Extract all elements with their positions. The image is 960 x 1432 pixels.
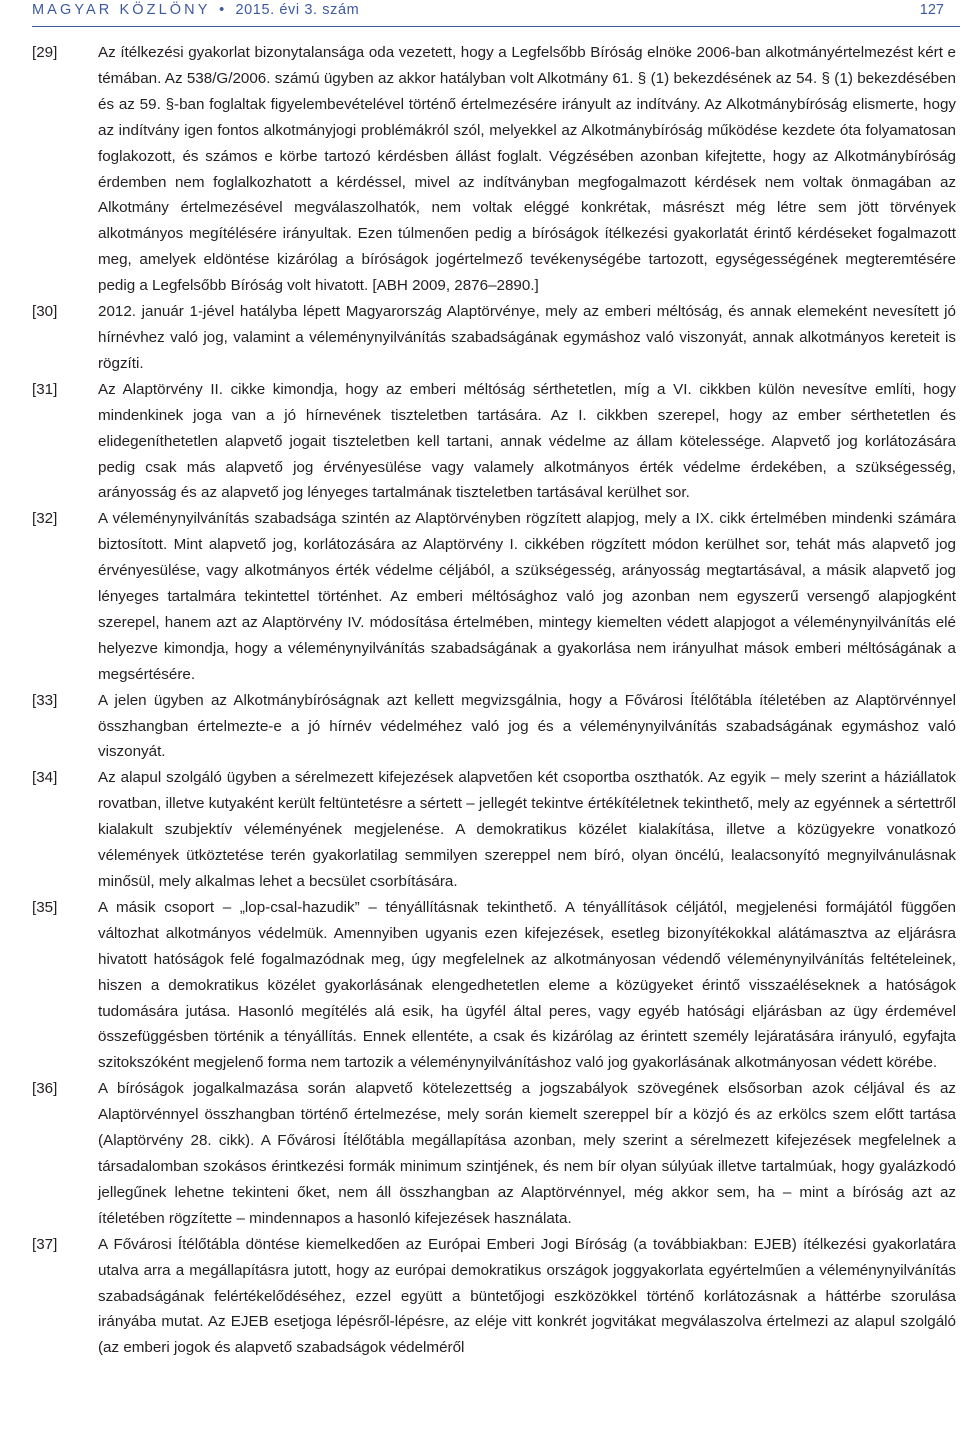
running-head [32, 2, 359, 18]
paragraph-number: [31] [32, 380, 58, 398]
paragraph-number: [34] [32, 769, 58, 787]
paragraph-number: [36] [32, 1080, 58, 1098]
page-number: 127 [919, 2, 944, 18]
paragraph-number: [37] [32, 1235, 58, 1253]
paragraph-text: A bíróságok jogalkalmazása során alapvető kötelezettség a jogszabályok szövegének elsősorban azok céljával és az Alaptörvénnyel összhangban történő értelmezése, mely során kiemelt szereppel bír a közjó és az erkölcs szem előtt tartása (Alaptörvény 28. cikk). A Fővárosi Ítélőtábla megállapítása azonban, mely szerint a sérelmezett kifejezések megfelelnek a társadalomban szokásos érintkezési formák minimum szintjének, és nem bír olyan súlyúak illetve tartalmúak, hogy gyalázkodó jellegűnek lehetne tekinteni őket, nem áll összhangban az Alaptörvénnyel, még akkor sem, ha – mint a bíróság azt az ítéletében rögzítette – mindennapos a hasonló kifejezések használata. [98, 1080, 956, 1227]
header-bullet: • [219, 2, 225, 18]
paragraph-text: 2012. január 1-jével hatályba lépett Magyarország Alaptörvénye, mely az emberi méltóság, és annak elemeként nevesített jó hírnévhez való jog, valamint a véleménynyilvánítás szabadságának egymáshoz való viszonyát, annak alkotmányos kereteit is rögzíti. [98, 303, 956, 372]
paragraph-37 [32, 1232, 956, 1362]
paragraph-34 [32, 765, 956, 895]
paragraph-31 [32, 377, 956, 507]
paragraph-text: Az alapul szolgáló ügyben a sérelmezett kifejezések alapvetően két csoportba oszthatók. Az egyik – mely szerint a háziállatok rovatban, illetve kutyaként került feltüntetésre a sértett – jellegét tekintve értékítéletnek tekinthető, mely az egyénnek a sértettről kialakult szubjektív véleményének megjelenése. A demokratikus közélet kialakítása, illetve a közügyekre vonatkozó vélemények ütköztetése terén gyakorlatilag semmilyen szereppel nem bíró, olyan öncélú, lealacsonyító megnyilvánulásnak minősül, mely alkalmas lehet a becsület csorbítására. [98, 769, 956, 890]
paragraph-text: Az ítélkezési gyakorlat bizonytalansága oda vezetett, hogy a Legfelsőbb Bíróság elnöke 2006-ban alkotmányértelmezést kért e témában. Az 538/G/2006. számú ügyben az akkor hatályban volt Alkotmány 61. § (1) bekezdésének az 54. § (1) bekezdésében és az 59. §-ban foglaltak figyelembevételével történő értelmezésére irányult az indítvány. Az Alkotmánybíróság elismerte, hogy az indítvány igen fontos alkotmányjogi problémákról szól, melyekkel az Alkotmánybíróság működése kezdete óta folyamatosan foglakozott, és számos e körbe tartozó kérdésben állást foglalt. Végzésében azonban kifejtette, hogy az Alkotmánybíróság érdemben nem foglalkozhatott a kérdéssel, mivel az indítványban megfogalmazott kérdések nem voltak önmagában az Alkotmány értelmezésével megválaszolhatók, nem voltak eléggé konkrétak, másrészt még létre sem jött törvények alkotmányos megítélésére irányultak. Ezen túlmenően pedig a bíróságok ítélkezési gyakorlatát érintő kérdéseket fogalmazott meg, amelyek eldöntése kizárólag a bíróságok jogértelmező tevékenységébe tartozott, egységességének megteremtésére pedig a Legfelsőbb Bíróság volt hivatott. [ABH 2009, 2876–2890.] [98, 44, 956, 295]
paragraph-number: [29] [32, 44, 58, 61]
issue-label: 2015. évi 3. szám [235, 2, 360, 18]
paragraph-text: Az Alaptörvény II. cikke kimondja, hogy az emberi méltóság sérthetetlen, míg a VI. cikkben külön nevesítve említi, hogy mindenkinek joga van a jó hírnevének tiszteletben tartására. Az I. cikkben szerepel, hogy az ember sérthetetlen és elidegeníthetetlen alapvető jogait tiszteletben kell tartani, annak védelme az állam kötelessége. Alapvető jog korlátozására pedig csak más alapvető jog érvényesülése vagy valamely alkotmányos érték védelme érdekében, a szükségesség, arányosság és az alapvető jog lényeges tartalmának tiszteletben tartásával kerülhet sor. [98, 380, 956, 502]
paragraph-29 [32, 40, 956, 299]
paragraph-30 [32, 299, 956, 377]
header-rule [32, 26, 960, 27]
paragraph-text: A jelen ügyben az Alkotmánybíróságnak azt kellett megvizsgálnia, hogy a Fővárosi Ítélőtábla ítéletében az Alaptörvénnyel összhangban értelmezte-e a jó hírnév védelméhez való jog és a véleménynyilvánítás szabadságának egymáshoz való viszonyát. [98, 691, 956, 761]
paragraph-text: A másik csoport – „lop-csal-hazudik” – tényállításnak tekinthető. A tényállítások céljától, megjelenési formájától függően változhat alkotmányos védelmük. Amennyiben ugyanis ezen kifejezések, esetleg bizonyítékokkal alátámasztva az eljárásra hivatott hatóságok felé fogalmazódnak meg, úgy megfelelnek az alkotmányosan védendő véleménynyilvánítás feltételeinek, hiszen a demokratikus közélet gyakorlásának elengedhetetlen eleme a közügyeket érintő visszaéléseknek a hatóságok tudomására jutása. Hasonló megítélés alá esik, ha ügyfél által peres, vagy egyéb hatósági eljárásban az ügy érdemével összefüggésben történik a tényállítás. Ennek ellentéte, a csak és kizárólag az érintett személy lejáratására irányuló, egyfajta szitokszóként megjelenő forma nem tartozik a véleménynyilvánításhoz való jog gyakorlásának alkotmányosan védett körébe. [98, 898, 956, 1072]
document-body [32, 40, 956, 1361]
journal-title: MAGYAR KÖZLÖNY [32, 2, 211, 18]
paragraph-text: A véleménynyilvánítás szabadsága szintén az Alaptörvényben rögzített alapjog, mely a IX. cikk értelmében mindenki számára biztosított. Mint alapvető jog, korlátozására az Alaptörvény I. cikkében rögzített módon kerülhet sor, tehát más alapvető jog érvényesülése, vagy alkotmányos érték védelme céljából, a szükségesség, arányosság megtartásával, a másik alapvető jog lényeges tartalmára tekintettel történhet. Az emberi méltósághoz való jog azonban nem egyszerű versengő alapjogként szerepel, hanem azt az Alaptörvény IV. módosítása értelmében, mintegy kiemelten védett alapjogot a véleménynyilvánítás elé helyezve kimondja, hogy a véleménynyilvánítás szabadságának a gyakorlása nem irányulhat mások emberi méltóságának a megsértésére. [98, 510, 956, 683]
paragraph-text: A Fővárosi Ítélőtábla döntése kiemelkedően az Európai Emberi Jogi Bíróság (a továbbiakban: EJEB) ítélkezési gyakorlatára utalva arra a megállapításra jutott, hogy az európai demokratikus országok joggyakorlata egyértelműen a véleménynyilvánítás szabadságának felértékelődéséhez, ezzel együtt a büntetőjogi eszközökkel történő korlátozásnak a háttérbe szorulása irányába mutat. Az EJEB esetjoga lépésről-lépésre, az eléje vitt konkrét jogvitákat megválaszolva értelmezi az alapul szolgáló (az emberi jogok és alapvető szabadságok védelméről [98, 1235, 956, 1357]
paragraph-number: [32] [32, 510, 58, 528]
paragraph-32 [32, 506, 956, 687]
paragraph-35 [32, 895, 956, 1076]
paragraph-33 [32, 688, 956, 766]
paragraph-number: [35] [32, 898, 58, 916]
paragraph-36 [32, 1076, 956, 1231]
paragraph-number: [30] [32, 303, 58, 321]
paragraph-number: [33] [32, 691, 58, 709]
